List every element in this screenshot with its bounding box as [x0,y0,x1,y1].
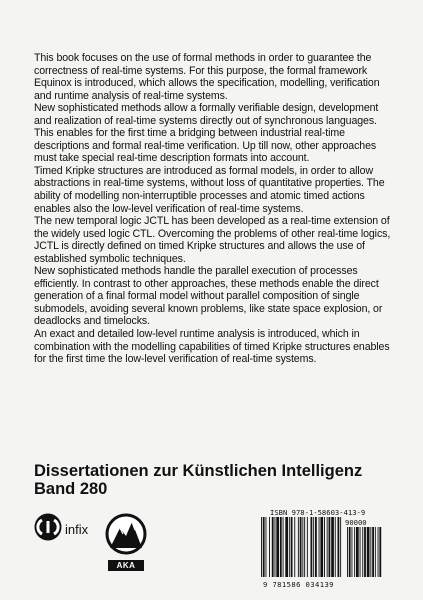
aka-logo-icon [104,510,148,562]
infix-logo-icon [33,512,63,542]
blurb-paragraph: The new temporal logic JCTL has been developed as a real-time extension of the widely used logic CTL. Overcoming the problems of other real-time logics, JCTL is directly defined on timed Kripke structures and allows the use of established symbolic techniques. [34,215,391,265]
blurb-paragraph: New sophisticated methods allow a formally verifiable design, development and realization of real-time systems directly out of synchronous languages. This enables for the first time a bridging between industrial real-time descriptions and formal real-time verification. Up till now, other approaches must take special real-time description formats into account. [34,102,379,165]
blurb-paragraph: Timed Kripke structures are introduced as formal models, in order to allow abstractions in real-time systems, without loss of quantitative properties. The ability of modelling non-interruptible processes and atomic timed actions enables also the low-level verification of real-time systems. [34,164,385,215]
series-name: Dissertationen zur Künstlichen Intelligenz [34,462,363,480]
barcode-icon [243,517,403,583]
infix-wordmark: infix [65,522,89,537]
series-title [34,463,404,498]
isbn-label: ISBN 978-1-58603-413-9 [270,508,366,517]
blurb-paragraph: An exact and detailed low-level runtime analysis is introduced, which in combination with the modelling capabilities of timed Kripke structures enables for the first time the low-level verification of real-time systems. [34,328,390,366]
ean-digits: 9 781586 034139 [263,580,334,589]
blurb-text [34,52,396,366]
barcode [243,517,403,583]
price-code: 90000 [345,518,367,527]
blurb-paragraph: This book focuses on the use of formal methods in order to guarantee the correctness of real-time systems. For this purpose, the formal framework Equinox is introduced, which allows the specification, modelling, verification and runtime analysis of real-time systems. [34,52,380,102]
blurb-paragraph: New sophisticated methods handle the parallel execution of processes efficiently. In contrast to other approaches, these methods enable the direct generation of a final formal model without parallel composition of single submodels, avoiding several known problems, like state space explosion, or deadlocks and timelocks. [34,265,383,328]
volume-number: Band 280 [34,479,108,498]
aka-wordmark: AKA [108,560,144,571]
